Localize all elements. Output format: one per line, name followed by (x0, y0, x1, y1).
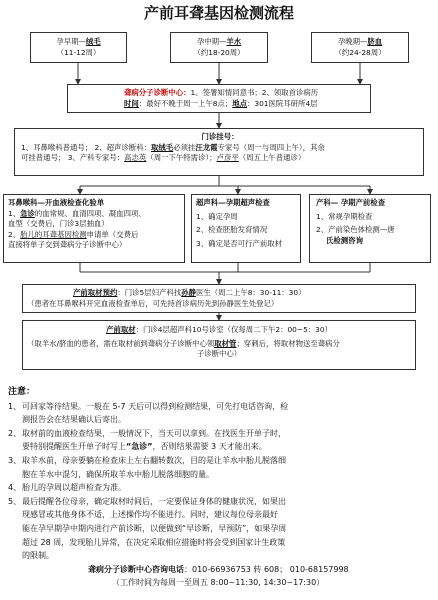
ent-item-text: 血型（交费后，门诊3层抽血） (8, 219, 109, 229)
note-line: 取材前的血液检查结果，一般情况下，当天可以拿到。在找医生开单子时， (22, 428, 286, 438)
booking-label: 产前取材预约 (73, 288, 118, 297)
stage-early-box (30, 32, 127, 63)
list-number: 2、 (8, 229, 21, 239)
stage-name: 孕中期— (196, 37, 227, 46)
registration-text: 可挂普通号； 3、产科专家号： (21, 153, 125, 163)
obstetrics-box (309, 194, 431, 263)
ultrasound-item: 3、确定是否可行产前取材 (196, 238, 283, 248)
contact-label: 聋病分子诊断中心咨询电话 (88, 564, 184, 574)
registration-text: （周五上午普通诊） (238, 153, 306, 163)
note-number: 3、 (8, 455, 22, 465)
note-line: 最后提醒各位母亲，确定取材时间后，一定要保证身体的健康状况，如果出 (22, 496, 286, 506)
doctor-name: 卢彦平 (216, 153, 239, 163)
sampling-label: 产前取材 (106, 325, 136, 334)
note-item (8, 481, 432, 495)
sampling-text: （取羊水/脐血的患者，需在取材前到聋病分子诊断中心领 (27, 338, 215, 348)
note-item (8, 454, 432, 481)
ent-box (3, 194, 185, 263)
ent-item-text: 直接将单子交到聋病分子诊断中心） (8, 240, 127, 250)
booking-note: （患者在耳鼻喉科开完血液检查单后，可先持首诊病历先到孙静医生处登记） (27, 298, 279, 308)
registration-text: 1、耳鼻喉科普通号； 2、超声诊断科： (21, 142, 152, 152)
registration-title: 门诊挂号： (201, 132, 239, 141)
obstetrics-item: 2、产前染色体检测—唐 (316, 225, 395, 235)
contact-line (8, 563, 432, 577)
registration-box (14, 128, 424, 176)
note-line: 可回家等待结果。一般在 5-7 天后可以得到检测结果，可先打电话咨询，检 (22, 401, 289, 411)
note-number: 2、 (8, 428, 22, 438)
stage-sample: 绒毛 (85, 37, 101, 46)
note-line: 取羊水前，母亲要躺在检查床上左右翻转数次，目的是让羊水中胎儿脱落细 (22, 455, 286, 465)
center-place-value: ：301医院耳研所4层 (247, 98, 318, 108)
booking-text: 医生（周二上午8：30-11：30） (195, 288, 306, 297)
note-line: ，否则结果需要 3 天才能出来。 (152, 442, 267, 452)
center-step1: 1、签署知情同意书； (190, 88, 262, 97)
ultrasound-item: 1、确定孕周 (196, 211, 238, 221)
note-line: 测报告会在结果确认后寄出。 (22, 415, 126, 425)
doctor-name: 高志英 (124, 153, 147, 163)
note-line: 要特别提醒医生开单子时写上 (22, 442, 126, 452)
ultrasound-item: 2、检查胚胎发育情况 (196, 225, 268, 235)
notes-section (8, 386, 432, 590)
booking-text: ：门诊5层妇产科找 (117, 288, 182, 297)
notes-heading: 注意： (8, 387, 36, 397)
note-line: 的限制。 (22, 551, 54, 561)
note-item (8, 400, 432, 427)
page-title: 产前耳聋基因检测流程 (143, 4, 294, 22)
sampling-keyword: 取材管 (214, 338, 237, 348)
diagnosis-center-box (67, 84, 371, 113)
note-line: 现感冒或其他身体不适，上述操作均不能进行。同时，建议每位母亲最好 (22, 510, 278, 520)
stage-mid-box (170, 32, 268, 63)
ent-keyword: 急诊 (20, 208, 35, 218)
sampling-box (22, 320, 416, 370)
note-number: 1、 (8, 401, 22, 411)
sampling-text: ；穿刺后，将取材物送至聋病分 (236, 338, 340, 348)
ent-title: 耳鼻喉科—开血液检查化验单 (8, 198, 105, 207)
stage-late-box (311, 32, 409, 63)
doctor-name: 汪龙霞 (195, 142, 218, 152)
note-emphasis: “急诊” (126, 442, 153, 452)
ultrasound-box (191, 194, 301, 263)
office-hours: （工作时间为每周一至周五 8:00~11:30, 14:30~17:30） (112, 578, 325, 588)
doctor-name: 孙静 (181, 288, 196, 297)
obstetrics-item: 1、常规孕期检查 (316, 211, 373, 221)
obstetrics-item: 氏检测咨询 (326, 235, 363, 245)
note-number: 5、 (8, 496, 22, 506)
note-number: 4、 (8, 483, 22, 493)
obstetrics-title: 产科— 孕期产前检查 (316, 198, 386, 207)
center-name: 聋病分子诊断中心： (124, 88, 191, 97)
stage-weeks: （11-12周） (56, 47, 101, 57)
note-line: 超过 28 周，发现胎儿异常，在决定采取相应措施时将会受到国家计生政策 (22, 537, 286, 547)
registration-text: 专家号（周一与周四上午），其余 (217, 142, 325, 152)
list-number: 1、 (8, 208, 21, 218)
stage-weeks: （约18-20周） (193, 47, 245, 57)
center-step2: 2、领取首诊病历 (261, 88, 319, 97)
stage-sample: 羊水 (226, 37, 242, 46)
note-item (8, 427, 432, 454)
ent-keyword: 胎儿的耳聋基因检测 (20, 229, 87, 239)
sampling-text: 子诊断中心） (196, 349, 242, 359)
center-time-label: 时间 (124, 98, 139, 108)
center-time-value: ：最好不晚于周一上午8点； (138, 98, 233, 108)
note-line: 胎儿的孕周以超声检查为准。 (22, 483, 126, 493)
note-line: 胞在羊水中混匀，确保所取羊水中胎儿脱落细胞的量。 (22, 469, 214, 479)
note-item (8, 495, 432, 563)
ent-item-text: 的血常规、血清四项、凝血四项、 (34, 208, 146, 218)
registration-text: （周一下午特需诊）； (146, 153, 217, 163)
stage-weeks: （约24-28周） (334, 47, 386, 57)
ent-item-text: 申请单（交费后 (86, 229, 139, 239)
stage-name: 孕晚期— (337, 37, 368, 46)
booking-box (22, 284, 416, 313)
sampling-text: ：门诊4层超声科10号诊室（仅每周二下午2：00~5：30） (135, 325, 332, 334)
note-line: 能在孕早期孕中期内进行产前诊断，以便做到“早诊断，早预防”，如果孕周 (22, 523, 287, 533)
registration-keyword: 取绒毛 (151, 142, 174, 152)
stage-name: 孕早期— (56, 37, 86, 46)
center-place-label: 地点 (232, 98, 247, 108)
ultrasound-title: 超声科—孕期超声检查 (196, 198, 270, 207)
contact-phone: ：010-66936753 转 608； 010-68157998 (184, 564, 349, 574)
stage-sample: 脐血 (367, 37, 383, 46)
registration-text: 必须挂 (173, 142, 196, 152)
